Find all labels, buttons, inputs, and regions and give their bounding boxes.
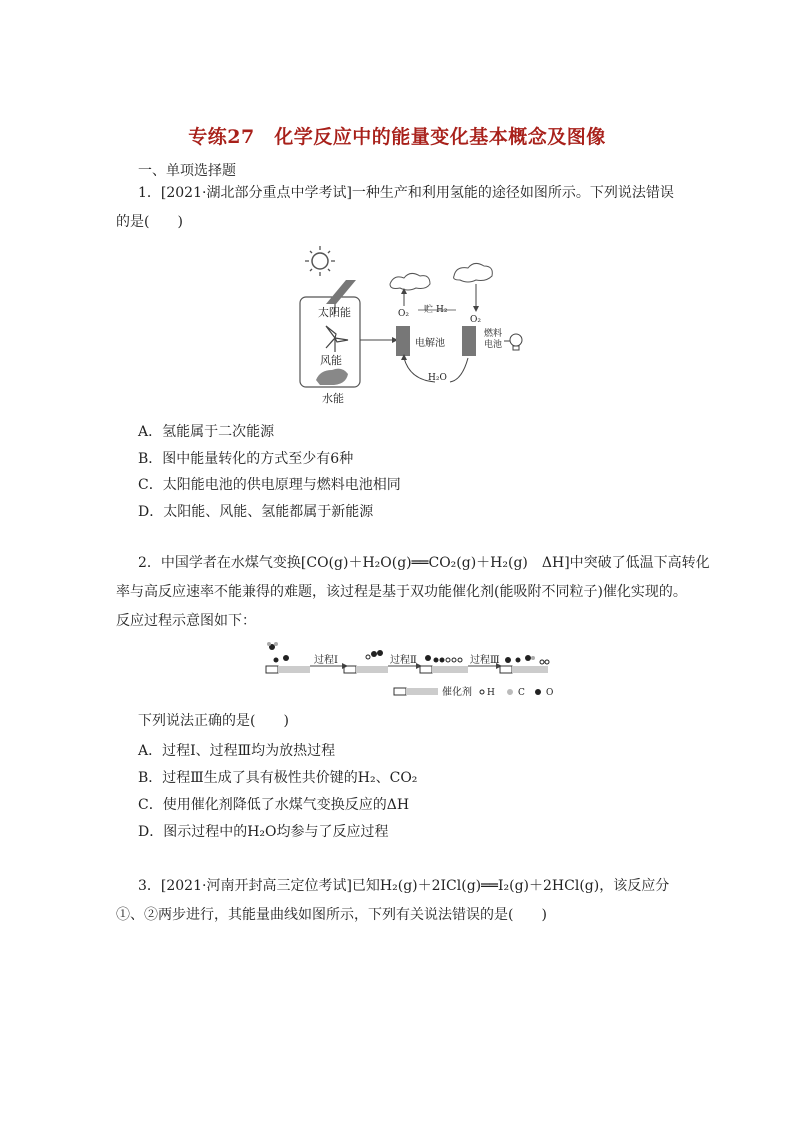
q1-option-b[interactable]: B．图中能量转化的方式至少有6种 (138, 451, 354, 467)
legend-h-label: H (487, 688, 495, 698)
page-title: 专练27 化学反应中的能量变化基本概念及图像 (188, 126, 606, 148)
cloud-left-icon (390, 273, 430, 290)
q2-reaction-process-figure (262, 636, 562, 702)
light-bulb-icon (504, 334, 522, 350)
step-2-label: 过程Ⅱ (390, 655, 417, 666)
q2-option-c[interactable]: C．使用催化剂降低了水煤气变换反应的ΔH (138, 797, 410, 813)
legend-catalyst-label: 催化剂 (442, 687, 472, 698)
legend-o-label: O (546, 688, 554, 698)
q1-stem-line1: 1．[2021·湖北部分重点中学考试]一种生产和利用氢能的途径如图所示。下列说法错误 (138, 185, 674, 201)
q2-option-d[interactable]: D．图示过程中的H₂O均参与了反应过程 (138, 824, 389, 840)
q2-stem-line1: 2．中国学者在水煤气变换[CO(g)＋H₂O(g)══CO₂(g)＋H₂(g) ΔH]中突破了低温下高转化 (138, 555, 710, 571)
fuel-cell (462, 326, 476, 356)
section-heading: 一、单项选择题 (138, 163, 236, 179)
fuel-cell-label-1: 燃料 (484, 329, 503, 339)
legend-catalyst-swatch (394, 688, 406, 695)
q1-option-a[interactable]: A．氢能属于二次能源 (138, 424, 275, 440)
electrolysis-label: 电解池 (415, 338, 445, 349)
fuel-cell-label-2: 电池 (484, 340, 503, 350)
q3-stem-line2: ①、②两步进行，其能量曲线如图所示，下列有关说法错误的是( ) (116, 907, 547, 923)
q2-stem-line3: 反应过程示意图如下： (116, 613, 256, 629)
o2-left-label: O₂ (398, 309, 409, 319)
wind-turbine-icon (326, 326, 348, 352)
wind-label: 风能 (320, 354, 342, 367)
q1-stem-line2: 的是( ) (116, 214, 183, 230)
cloud-right-icon (454, 263, 493, 282)
q1-option-d[interactable]: D．太阳能、风能、氢能都属于新能源 (138, 504, 374, 520)
h2-label: H₂ (436, 305, 448, 315)
o2-right-label: O₂ (470, 315, 481, 325)
store-label: 贮 (424, 305, 434, 315)
sun-icon (305, 246, 335, 276)
h2o-label: H₂O (428, 373, 447, 383)
electrolysis-cell (396, 326, 410, 356)
step-1-label: 过程Ⅰ (314, 655, 338, 666)
q1-option-c[interactable]: C．太阳能电池的供电原理与燃料电池相同 (138, 477, 401, 493)
q2-stem-line2: 率与高反应速率不能兼得的难题，该过程是基于双功能催化剂(能吸附不同粒子)催化实现的。 (116, 584, 687, 600)
q1-hydrogen-energy-figure (290, 242, 530, 412)
step-3-label: 过程Ⅲ (470, 655, 500, 666)
q2-option-a[interactable]: A．过程Ⅰ、过程Ⅲ均为放热过程 (138, 743, 336, 759)
legend-c-label: C (518, 688, 525, 698)
water-wheel-icon (316, 369, 348, 385)
solar-panel-icon (326, 280, 356, 304)
water-label: 水能 (322, 392, 344, 405)
q2-question: 下列说法正确的是( ) (138, 713, 289, 729)
q2-option-b[interactable]: B．过程Ⅲ生成了具有极性共价键的H₂、CO₂ (138, 770, 418, 786)
q3-stem-line1: 3．[2021·河南开封高三定位考试]已知H₂(g)＋2ICl(g)══I₂(g)＋2HCl(g)，该反应分 (138, 878, 670, 894)
solar-label: 太阳能 (318, 306, 351, 319)
